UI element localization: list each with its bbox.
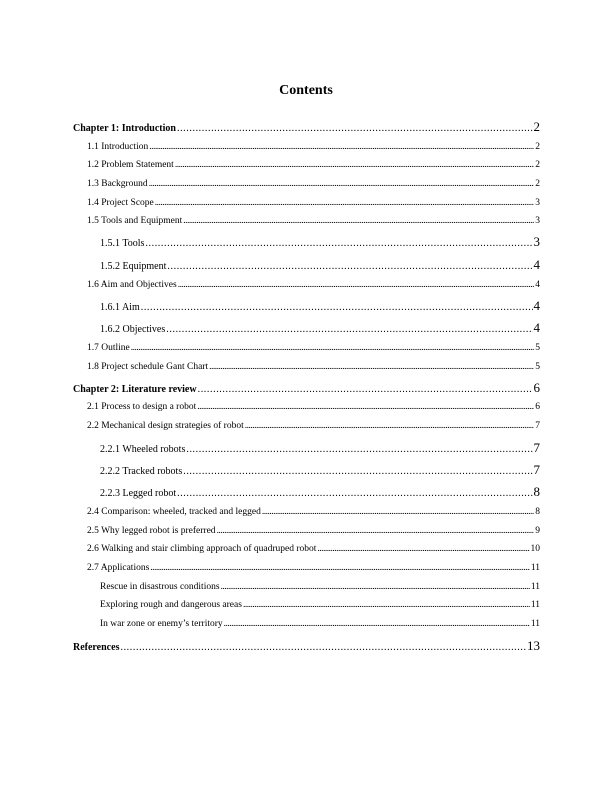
toc-entry-1-5-2[interactable] bbox=[100, 257, 540, 273]
toc-entry-2-4[interactable] bbox=[87, 507, 540, 517]
toc-leader-dots bbox=[150, 563, 530, 573]
toc-entry-2-2[interactable] bbox=[87, 421, 540, 431]
toc-entry-2-5[interactable] bbox=[87, 526, 540, 536]
toc-entry-label: 1.4 Project Scope bbox=[87, 198, 154, 208]
toc-entry-label: Chapter 1: Introduction bbox=[73, 123, 176, 134]
toc-entry-2-2-3[interactable] bbox=[100, 484, 540, 500]
toc-entry-2-2-2[interactable] bbox=[100, 462, 540, 478]
toc-entry-label: 1.1 Introduction bbox=[87, 142, 149, 152]
toc-entry-2-6[interactable] bbox=[87, 544, 540, 554]
toc-entry-label: 1.8 Project schedule Gant Chart bbox=[87, 362, 209, 372]
toc-entry-1-8[interactable] bbox=[87, 362, 540, 372]
toc-entry-label: Rescue in disastrous conditions bbox=[100, 582, 220, 592]
toc-entry-page: 7 bbox=[535, 421, 540, 431]
toc-leader-dots bbox=[221, 582, 530, 592]
toc-entry-2-2-1[interactable] bbox=[100, 440, 540, 456]
toc-entry-label: 1.5 Tools and Equipment bbox=[87, 216, 183, 226]
toc-leader-dots bbox=[145, 238, 532, 249]
toc-entry-1-3[interactable] bbox=[87, 179, 540, 189]
toc-entry-exploring[interactable] bbox=[100, 600, 540, 610]
toc-entry-page: 11 bbox=[530, 582, 540, 592]
toc-entry-page: 4 bbox=[533, 320, 540, 335]
toc-entry-label: 1.3 Background bbox=[87, 179, 148, 189]
toc-leader-dots bbox=[149, 142, 534, 152]
toc-leader-dots bbox=[186, 444, 532, 455]
toc-entry-page: 3 bbox=[535, 216, 540, 226]
toc-leader-dots bbox=[178, 280, 535, 290]
toc-entry-page: 2 bbox=[535, 179, 540, 189]
toc-leader-dots bbox=[149, 179, 535, 189]
toc-entry-label: 1.6 Aim and Objectives bbox=[87, 280, 177, 290]
toc-entry-page: 3 bbox=[535, 198, 540, 208]
toc-entry-label: 2.6 Walking and stair climbing approach of quadruped robot bbox=[87, 544, 317, 554]
toc-entry-label: 1.7 Outline bbox=[87, 343, 130, 353]
toc-entry-page: 11 bbox=[530, 600, 540, 610]
toc-entry-rescue[interactable] bbox=[100, 582, 540, 592]
toc-title: Contents bbox=[279, 83, 333, 98]
toc-entry-label: Exploring rough and dangerous areas bbox=[100, 600, 242, 610]
toc-entry-page: 2 bbox=[535, 142, 540, 152]
toc-entry-page: 6 bbox=[535, 402, 540, 412]
toc-entry-page: 5 bbox=[535, 362, 540, 372]
toc-leader-dots bbox=[166, 324, 532, 335]
toc-leader-dots bbox=[243, 600, 530, 610]
toc-entry-label: 1.5.2 Equipment bbox=[100, 261, 167, 272]
toc-entry-label: 2.4 Comparison: wheeled, tracked and legged bbox=[87, 507, 261, 517]
toc-entry-page: 11 bbox=[530, 619, 540, 629]
toc-entry-page: 13 bbox=[527, 638, 540, 653]
toc-leader-dots bbox=[262, 507, 534, 517]
toc-entry-1-6[interactable] bbox=[87, 280, 540, 290]
toc-entry-label: 2.1 Process to design a robot bbox=[87, 402, 197, 412]
toc-leader-dots bbox=[141, 302, 533, 313]
toc-leader-dots bbox=[197, 402, 534, 412]
toc-leader-dots bbox=[175, 160, 534, 170]
toc-entry-page: 4 bbox=[535, 280, 540, 290]
toc-entry-label: 2.7 Applications bbox=[87, 563, 150, 573]
toc-entry-label: In war zone or enemy’s territory bbox=[100, 619, 223, 629]
toc-entry-label: 1.5.1 Tools bbox=[100, 238, 145, 249]
toc-entry-page: 8 bbox=[533, 484, 540, 499]
toc-entry-page: 10 bbox=[530, 544, 540, 554]
toc-leader-dots bbox=[155, 198, 534, 208]
toc-leader-dots bbox=[245, 421, 535, 431]
toc-entry-1-2[interactable] bbox=[87, 160, 540, 170]
toc-entry-chapter-1[interactable] bbox=[73, 119, 540, 135]
toc-entry-page: 4 bbox=[533, 257, 540, 272]
toc-entry-references[interactable] bbox=[73, 638, 540, 654]
toc-entry-page: 7 bbox=[533, 462, 540, 477]
toc-leader-dots bbox=[183, 466, 532, 477]
toc-entry-label: 1.6.2 Objectives bbox=[100, 324, 166, 335]
toc-entry-1-4[interactable] bbox=[87, 198, 540, 208]
toc-entry-page: 4 bbox=[533, 298, 540, 313]
toc-leader-dots bbox=[167, 261, 532, 272]
toc-entry-page: 2 bbox=[533, 119, 540, 134]
toc-entry-page: 9 bbox=[535, 526, 540, 536]
toc-entry-label: 2.2.1 Wheeled robots bbox=[100, 444, 186, 455]
toc-entry-page: 6 bbox=[533, 380, 540, 395]
toc-entry-1-5[interactable] bbox=[87, 216, 540, 226]
toc-entry-label: References bbox=[73, 642, 120, 653]
toc-entry-page: 7 bbox=[533, 440, 540, 455]
toc-entry-label: 1.2 Problem Statement bbox=[87, 160, 174, 170]
toc-leader-dots bbox=[198, 384, 533, 395]
toc-leader-dots bbox=[177, 123, 533, 134]
toc-entry-war-zone[interactable] bbox=[100, 619, 540, 629]
toc-entry-page: 3 bbox=[533, 234, 540, 249]
toc-entry-2-1[interactable] bbox=[87, 402, 540, 412]
toc-entry-1-1[interactable] bbox=[87, 142, 540, 152]
toc-entry-1-7[interactable] bbox=[87, 343, 540, 353]
toc-leader-dots bbox=[224, 619, 530, 629]
toc-entry-page: 11 bbox=[530, 563, 540, 573]
toc-entry-page: 2 bbox=[535, 160, 540, 170]
toc-leader-dots bbox=[177, 488, 532, 499]
toc-leader-dots bbox=[209, 362, 534, 372]
toc-entry-label: 2.2.3 Legged robot bbox=[100, 488, 177, 499]
toc-entry-label: 1.6.1 Aim bbox=[100, 302, 140, 313]
toc-entry-label: Chapter 2: Literature review bbox=[73, 384, 197, 395]
toc-entry-2-7[interactable] bbox=[87, 563, 540, 573]
toc-entry-1-6-2[interactable] bbox=[100, 320, 540, 336]
toc-leader-dots bbox=[120, 642, 526, 653]
toc-entry-label: 2.5 Why legged robot is preferred bbox=[87, 526, 216, 536]
toc-leader-dots bbox=[183, 216, 534, 226]
toc-leader-dots bbox=[131, 343, 535, 353]
toc-leader-dots bbox=[317, 544, 529, 554]
toc-entry-1-5-1[interactable] bbox=[100, 234, 540, 250]
toc-entry-page: 8 bbox=[535, 507, 540, 517]
toc-leader-dots bbox=[217, 526, 535, 536]
toc-entry-label: 2.2.2 Tracked robots bbox=[100, 466, 183, 477]
toc-entry-page: 5 bbox=[535, 343, 540, 353]
toc-entry-label: 2.2 Mechanical design strategies of robot bbox=[87, 421, 244, 431]
toc-entry-1-6-1[interactable] bbox=[100, 298, 540, 314]
toc-entry-chapter-2[interactable] bbox=[73, 380, 540, 396]
